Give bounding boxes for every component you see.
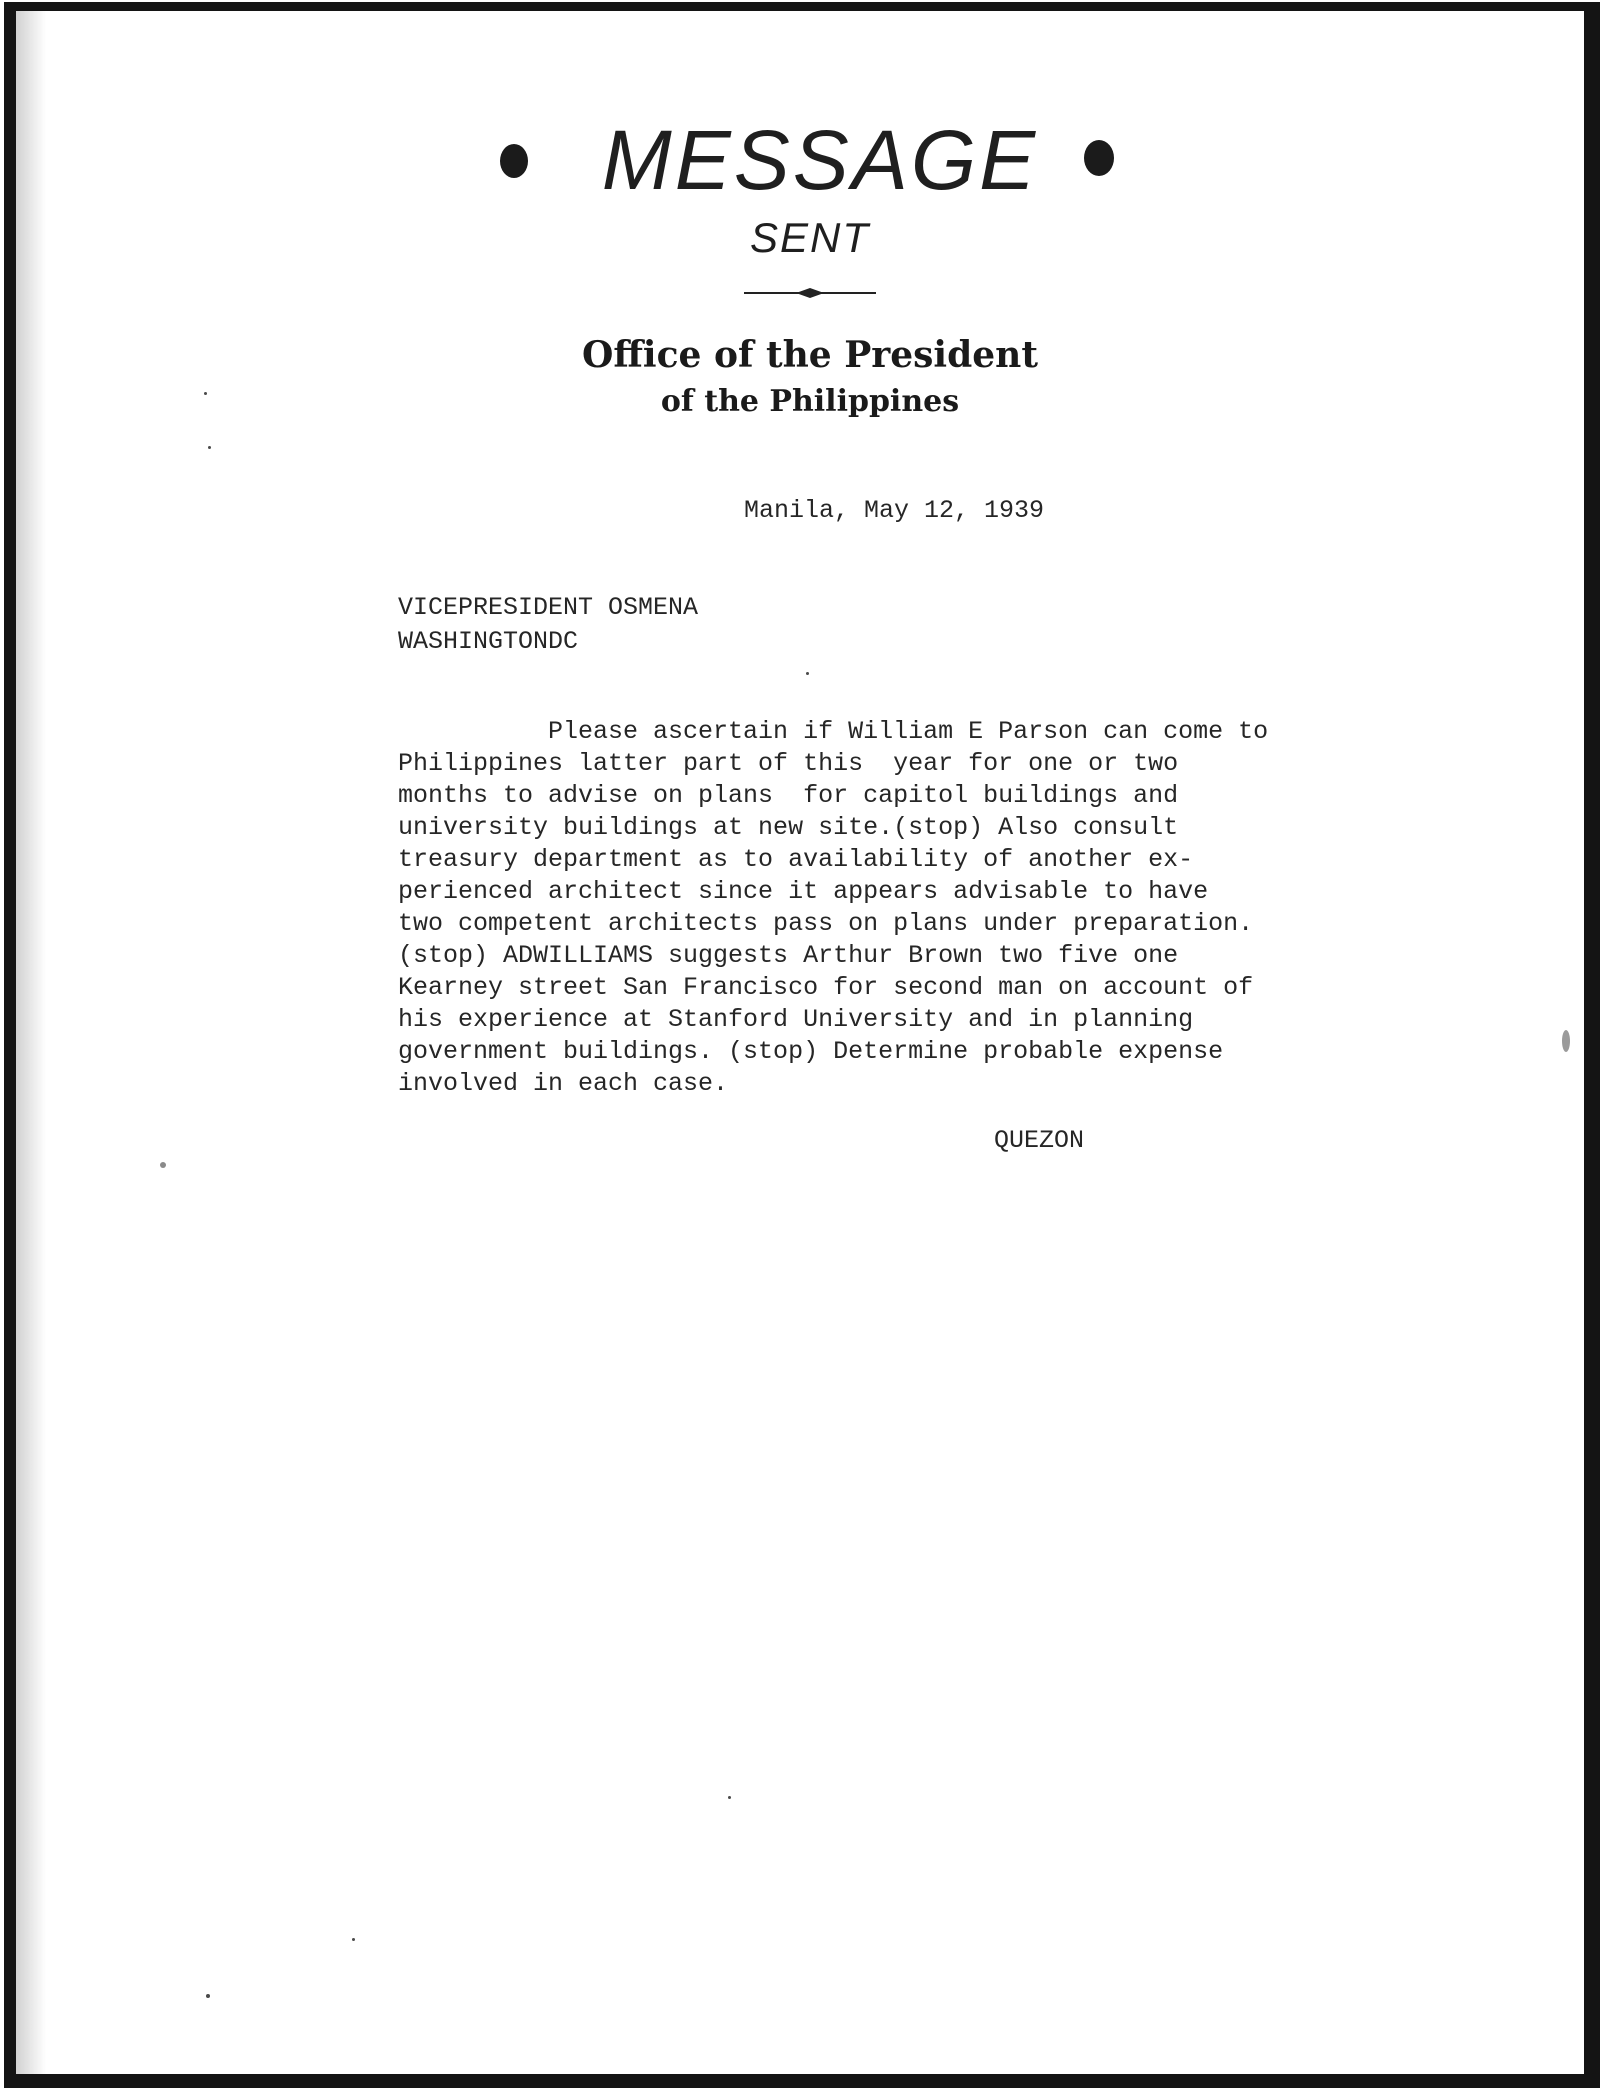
sent-label: SENT <box>749 214 870 261</box>
body-line: his experience at Stanford University and in planning <box>398 1005 1194 1034</box>
office-title: Office of the President <box>582 334 1038 376</box>
scan-speck <box>204 392 207 395</box>
scan-speck <box>206 1994 210 1998</box>
scan-edge-shadow <box>16 11 46 2074</box>
body-line: two competent architects pass on plans under preparation. <box>398 909 1254 938</box>
message-body <box>398 716 1268 1100</box>
ink-dot-right <box>1084 140 1114 176</box>
body-line: involved in each case. <box>398 1069 729 1098</box>
body-line: (stop) ADWILLIAMS suggests Arthur Brown two five one <box>398 941 1179 970</box>
scan-speck <box>208 446 211 449</box>
body-line: months to advise on plans for capitol buildings and <box>398 781 1179 810</box>
scan-speck <box>728 1796 731 1799</box>
office-subtitle: of the Philippines <box>660 384 960 419</box>
scan-speck <box>352 1938 355 1941</box>
message-heading: MESSAGE <box>601 113 1039 207</box>
body-line: Kearney street San Francisco for second man on account of <box>398 973 1254 1002</box>
place-date: Manila, May 12, 1939 <box>744 496 1045 525</box>
body-line: Philippines latter part of this year for one or two <box>398 749 1179 778</box>
addressee-name: VICEPRESIDENT OSMENA <box>398 593 699 622</box>
scan-speck <box>806 672 809 675</box>
scan-speck <box>1562 1030 1570 1052</box>
body-line: government buildings. (stop) Determine probable expense <box>398 1037 1224 1066</box>
body-line: perienced architect since it appears advisable to have <box>398 877 1209 906</box>
divider-ornament <box>744 286 876 300</box>
ink-dot-left <box>500 144 528 178</box>
signature: QUEZON <box>994 1126 1085 1155</box>
body-line: university buildings at new site.(stop) Also consult <box>398 813 1179 842</box>
body-line: Please ascertain if William E Parson can come to <box>398 717 1269 746</box>
addressee-location: WASHINGTONDC <box>398 627 579 656</box>
body-line: treasury department as to availability of another ex- <box>398 845 1194 874</box>
scan-speck <box>160 1162 166 1168</box>
